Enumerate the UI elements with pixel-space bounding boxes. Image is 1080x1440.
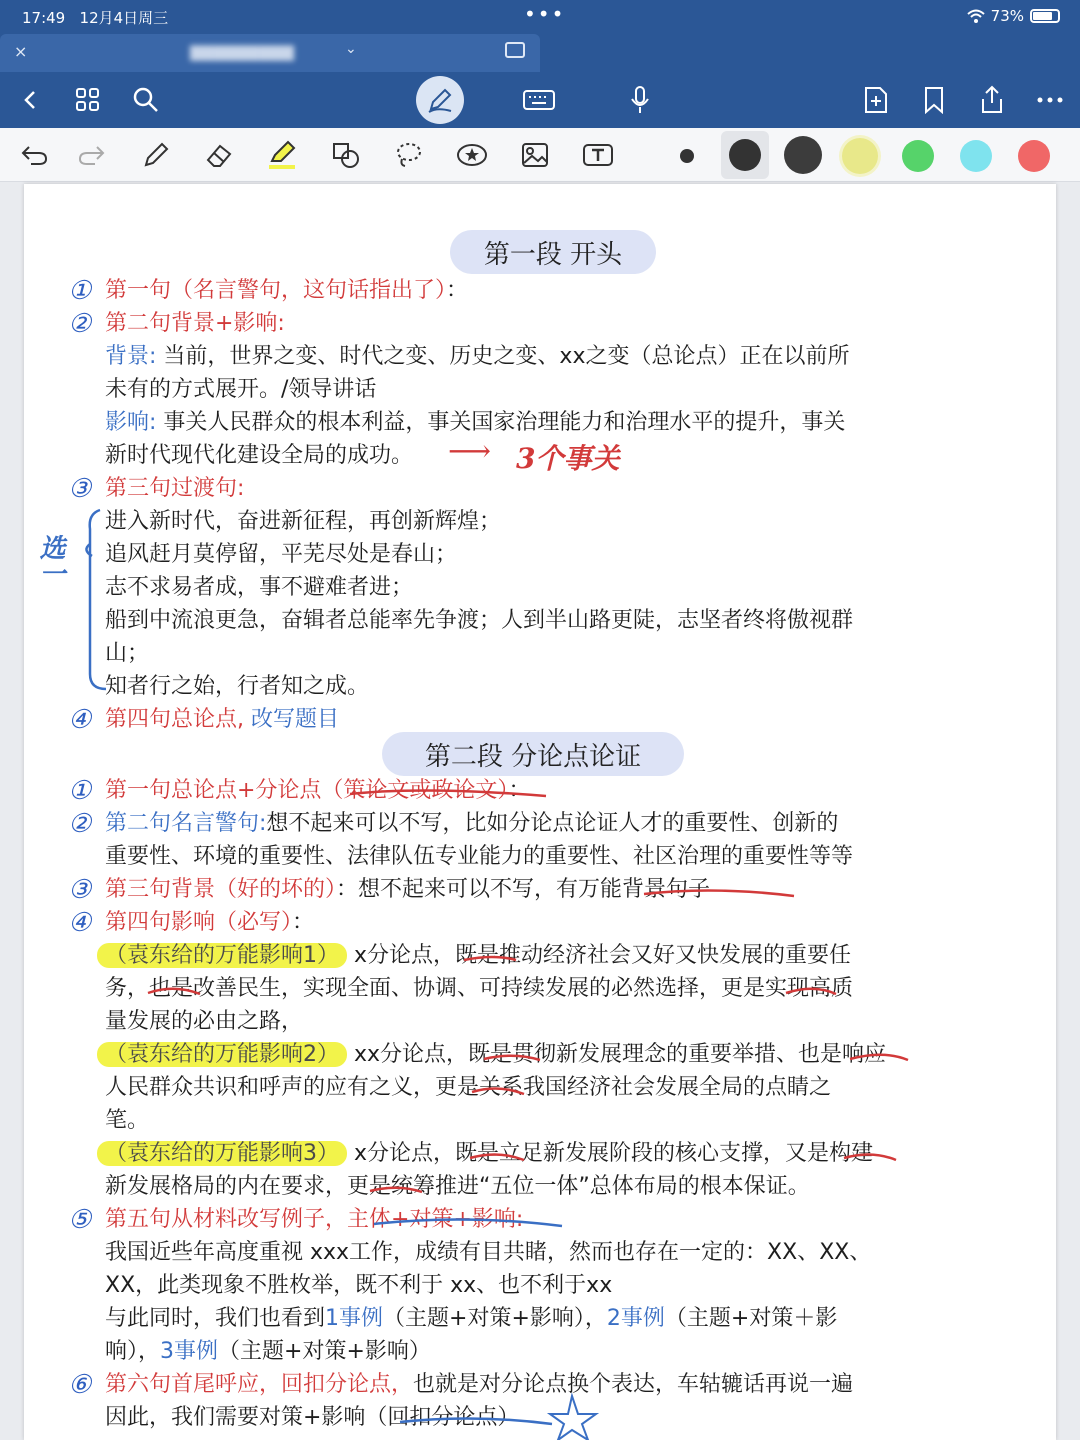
transition-2: 追风赶月莫停留，平芜尽处是春山； bbox=[105, 542, 458, 567]
shape-icon[interactable] bbox=[330, 139, 362, 171]
pen-icon[interactable] bbox=[140, 139, 172, 171]
bookmark-icon[interactable] bbox=[918, 84, 950, 116]
highlighter-icon[interactable] bbox=[266, 139, 298, 171]
number-3: ③ bbox=[68, 474, 92, 504]
p2-sentence-5: 第五句从材料改写例子，主体+对策+影响: bbox=[105, 1207, 524, 1232]
p1-sentence-1: 第一句（名言警句，这句话指出了）： bbox=[105, 278, 469, 303]
p1-sentence-3: 第三句过渡句: bbox=[105, 476, 245, 501]
status-bar bbox=[0, 0, 1080, 32]
color-swatch-dark[interactable] bbox=[784, 136, 822, 174]
example-line-3: 与此同时，我们也看到1事例（主题+对策+影响），2事例（主题+对策＋影 bbox=[105, 1306, 838, 1331]
number-10: ⑥ bbox=[68, 1370, 92, 1400]
impact-3-line-1: （袁东给的万能影响3） x分论点，既是立足新发展阶段的核心支撑，又是构建 bbox=[97, 1139, 873, 1169]
text-box-icon[interactable] bbox=[582, 139, 614, 171]
add-page-icon[interactable] bbox=[860, 84, 892, 116]
split-view-icon[interactable] bbox=[505, 42, 525, 58]
keyboard-icon[interactable] bbox=[523, 84, 555, 116]
lasso-icon[interactable] bbox=[393, 139, 425, 171]
pen-mode-icon[interactable] bbox=[416, 76, 464, 124]
sticker-icon[interactable] bbox=[456, 139, 488, 171]
number-9: ⑤ bbox=[68, 1205, 92, 1235]
number-2: ② bbox=[68, 309, 92, 339]
impact-2-line-3: 笔。 bbox=[105, 1108, 150, 1133]
heading-paragraph-1: 第一段 开头 bbox=[450, 230, 656, 274]
number-4: ④ bbox=[68, 705, 92, 735]
number-7: ③ bbox=[68, 875, 92, 905]
example-line-2: XX，此类现象不胜枚举，既不利于 xx、也不利于xx bbox=[105, 1273, 613, 1298]
redo-icon[interactable] bbox=[76, 139, 108, 171]
pen-size-small[interactable] bbox=[680, 149, 694, 163]
p1-background-2: 未有的方式展开。/领导讲话 bbox=[105, 377, 377, 402]
color-swatch-green[interactable] bbox=[902, 140, 934, 172]
undo-icon[interactable] bbox=[18, 139, 50, 171]
drawing-toolbar bbox=[0, 128, 1080, 182]
color-swatch-cyan[interactable] bbox=[960, 140, 992, 172]
more-icon[interactable] bbox=[1034, 84, 1066, 116]
p2-sentence-6: 第六句首尾呼应，回扣分论点，也就是对分论点换个表达，车轱辘话再说一遍 bbox=[105, 1372, 854, 1397]
highlight-impact-2: （袁东给的万能影响2） bbox=[97, 1042, 347, 1067]
p2-sentence-3: 第三句背景（好的坏的）：想不起来可以不写，有万能背景句子 bbox=[105, 877, 711, 902]
status-time: 17:49 12月4日周三 bbox=[22, 9, 169, 27]
highlight-impact-3: （袁东给的万能影响3） bbox=[97, 1141, 347, 1166]
transition-3: 志不求易者成，事不避难者进； bbox=[105, 575, 414, 600]
heading-paragraph-2: 第二段 分论点论证 bbox=[382, 732, 684, 776]
battery-icon bbox=[1030, 9, 1060, 23]
p2-sentence-4: 第四句影响（必写）： bbox=[105, 910, 315, 935]
transition-4: 船到中流浪更急，奋辑者总能率先争渡；人到半山路更陡，志坚者终将傲视群 bbox=[105, 608, 854, 633]
tab-strip bbox=[0, 32, 1080, 72]
microphone-icon[interactable] bbox=[624, 84, 656, 116]
number-8: ④ bbox=[68, 908, 92, 938]
eraser-icon[interactable] bbox=[203, 139, 235, 171]
impact-1-line-3: 量发展的必由之路， bbox=[105, 1009, 304, 1034]
color-swatch-red[interactable] bbox=[1018, 140, 1050, 172]
number-5: ① bbox=[68, 776, 92, 806]
note-content bbox=[24, 184, 1056, 1440]
image-icon[interactable] bbox=[519, 139, 551, 171]
number-6: ② bbox=[68, 809, 92, 839]
p2-sentence-7: 因此，我们需要对策+影响（回扣分论点） bbox=[105, 1405, 520, 1430]
impact-1-line-1: （袁东给的万能影响1） x分论点，既是推动经济社会又好又快发展的重要任 bbox=[97, 941, 851, 971]
chevron-down-icon[interactable]: ⌄ bbox=[345, 41, 357, 57]
transition-6: 知者行之始，行者知之成。 bbox=[105, 674, 370, 699]
document-tab[interactable] bbox=[0, 34, 540, 72]
main-toolbar bbox=[0, 72, 1080, 128]
impact-2-line-1: （袁东给的万能影响2） xx分论点，既是贯彻新发展理念的重要举措、也是响应 bbox=[97, 1040, 886, 1070]
side-note-choose-one: 选一 bbox=[35, 534, 65, 586]
example-line-4: 响），3事例（主题+对策+影响） bbox=[105, 1339, 431, 1364]
p2-sentence-1: 第一句总论点+分论点（策论文或政论文）： bbox=[105, 778, 531, 803]
p1-background-1: 背景: 当前，世界之变、时代之变、历史之变、xx之变（总论点）正在以前所 bbox=[105, 344, 850, 369]
search-icon[interactable] bbox=[130, 84, 162, 116]
arrow-annotation: ⟶ bbox=[448, 434, 492, 469]
p1-impact-1: 影响: 事关人民群众的根本利益，事关国家治理能力和治理水平的提升，事关 bbox=[105, 410, 846, 435]
p1-sentence-2: 第二句背景+影响: bbox=[105, 311, 285, 336]
impact-3-line-2: 新发展格局的内在要求，更是统筹推进“五位一体”总体布局的根本保证。 bbox=[105, 1174, 810, 1199]
wifi-icon bbox=[967, 9, 985, 23]
status-right bbox=[967, 7, 1060, 25]
grid-icon[interactable] bbox=[72, 84, 104, 116]
share-icon[interactable] bbox=[976, 84, 1008, 116]
multitask-dots-icon[interactable]: ••• bbox=[524, 2, 566, 26]
transition-1: 进入新时代，奋进新征程，再创新辉煌； bbox=[105, 509, 502, 534]
pen-size-medium[interactable] bbox=[729, 139, 761, 171]
battery-percent: 73% bbox=[990, 7, 1024, 25]
highlight-impact-1: （袁东给的万能影响1） bbox=[97, 943, 347, 968]
tab-title: ▇▇▇▇▇▇▇▇▇ bbox=[190, 43, 294, 61]
impact-2-line-2: 人民群众共识和呼声的应有之义，更是关系我国经济社会发展全局的点睛之 bbox=[105, 1075, 832, 1100]
close-tab-icon[interactable]: × bbox=[14, 42, 28, 61]
p2-sentence-2-cont: 重要性、环境的重要性、法律队伍专业能力的重要性、社区治理的重要性等等 bbox=[105, 844, 854, 869]
impact-1-line-2: 务，也是改善民生，实现全面、协调、可持续发展的必然选择，更是实现高质 bbox=[105, 976, 854, 1001]
transition-5: 山； bbox=[105, 641, 150, 666]
p1-impact-2: 新时代现代化建设全局的成功。 bbox=[105, 443, 414, 468]
color-swatch-yellow[interactable] bbox=[842, 138, 878, 174]
number-1: ① bbox=[68, 276, 92, 306]
back-icon[interactable] bbox=[14, 84, 46, 116]
note-page[interactable] bbox=[24, 184, 1056, 1440]
example-line-1: 我国近些年高度重视 xxx工作，成绩有目共睹，然而也存在一定的：XX、XX、 bbox=[105, 1240, 872, 1265]
p1-sentence-4: 第四句总论点, 改写题目 bbox=[105, 707, 340, 732]
p2-sentence-2: 第二句名言警句:想不起来可以不写，比如分论点论证人才的重要性、创新的 bbox=[105, 811, 839, 836]
annotation-3-shiguan: 3个事关 bbox=[516, 442, 620, 475]
